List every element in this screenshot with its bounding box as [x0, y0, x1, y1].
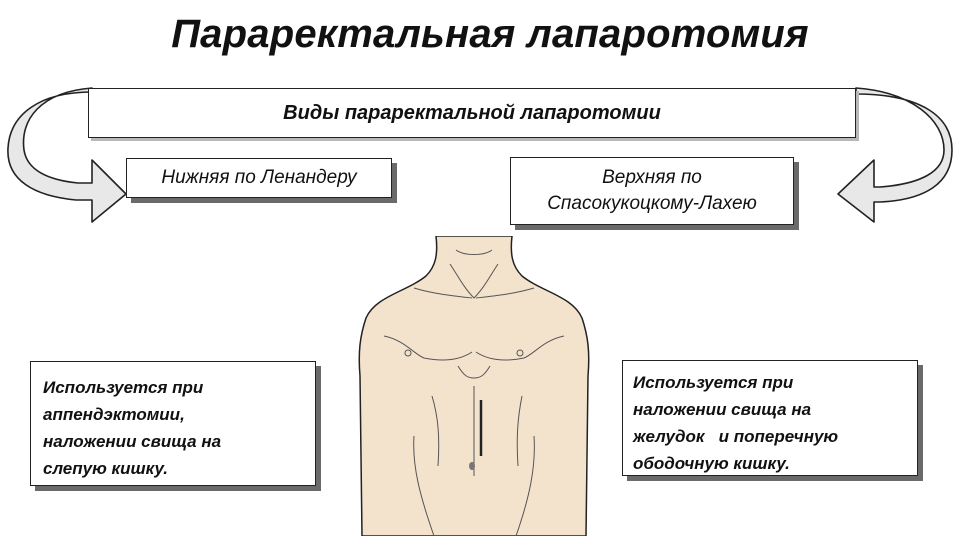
- lower-usage-box: [30, 361, 316, 486]
- upper-usage-box: [622, 360, 918, 476]
- upper-approach-box: [510, 157, 794, 225]
- upper-usage-line: Используется при: [633, 373, 794, 392]
- upper-usage-line: желудок и поперечную: [633, 427, 839, 446]
- lower-usage-line: Используется при: [43, 378, 204, 397]
- page-title: Параректальная лапаротомия: [171, 12, 809, 56]
- upper-usage-line: наложении свища на: [633, 400, 812, 419]
- lower-usage-line: аппендэктомии,: [43, 405, 185, 424]
- upper-approach-label-line: Спасокукоцкому-Лахею: [547, 193, 757, 214]
- lower-usage-line: наложении свища на: [43, 432, 222, 451]
- lower-approach-label: Нижняя по Ленандеру: [161, 167, 357, 188]
- upper-usage-line: ободочную кишку.: [633, 454, 790, 473]
- torso-illustration: [354, 236, 594, 536]
- upper-approach-label-line: Верхняя по: [602, 167, 702, 189]
- lower-approach-box: [126, 158, 392, 198]
- types-heading: Виды параректальной лапаротомии: [283, 101, 661, 124]
- types-heading-box: [88, 88, 856, 138]
- lower-usage-line: слепую кишку.: [43, 459, 168, 478]
